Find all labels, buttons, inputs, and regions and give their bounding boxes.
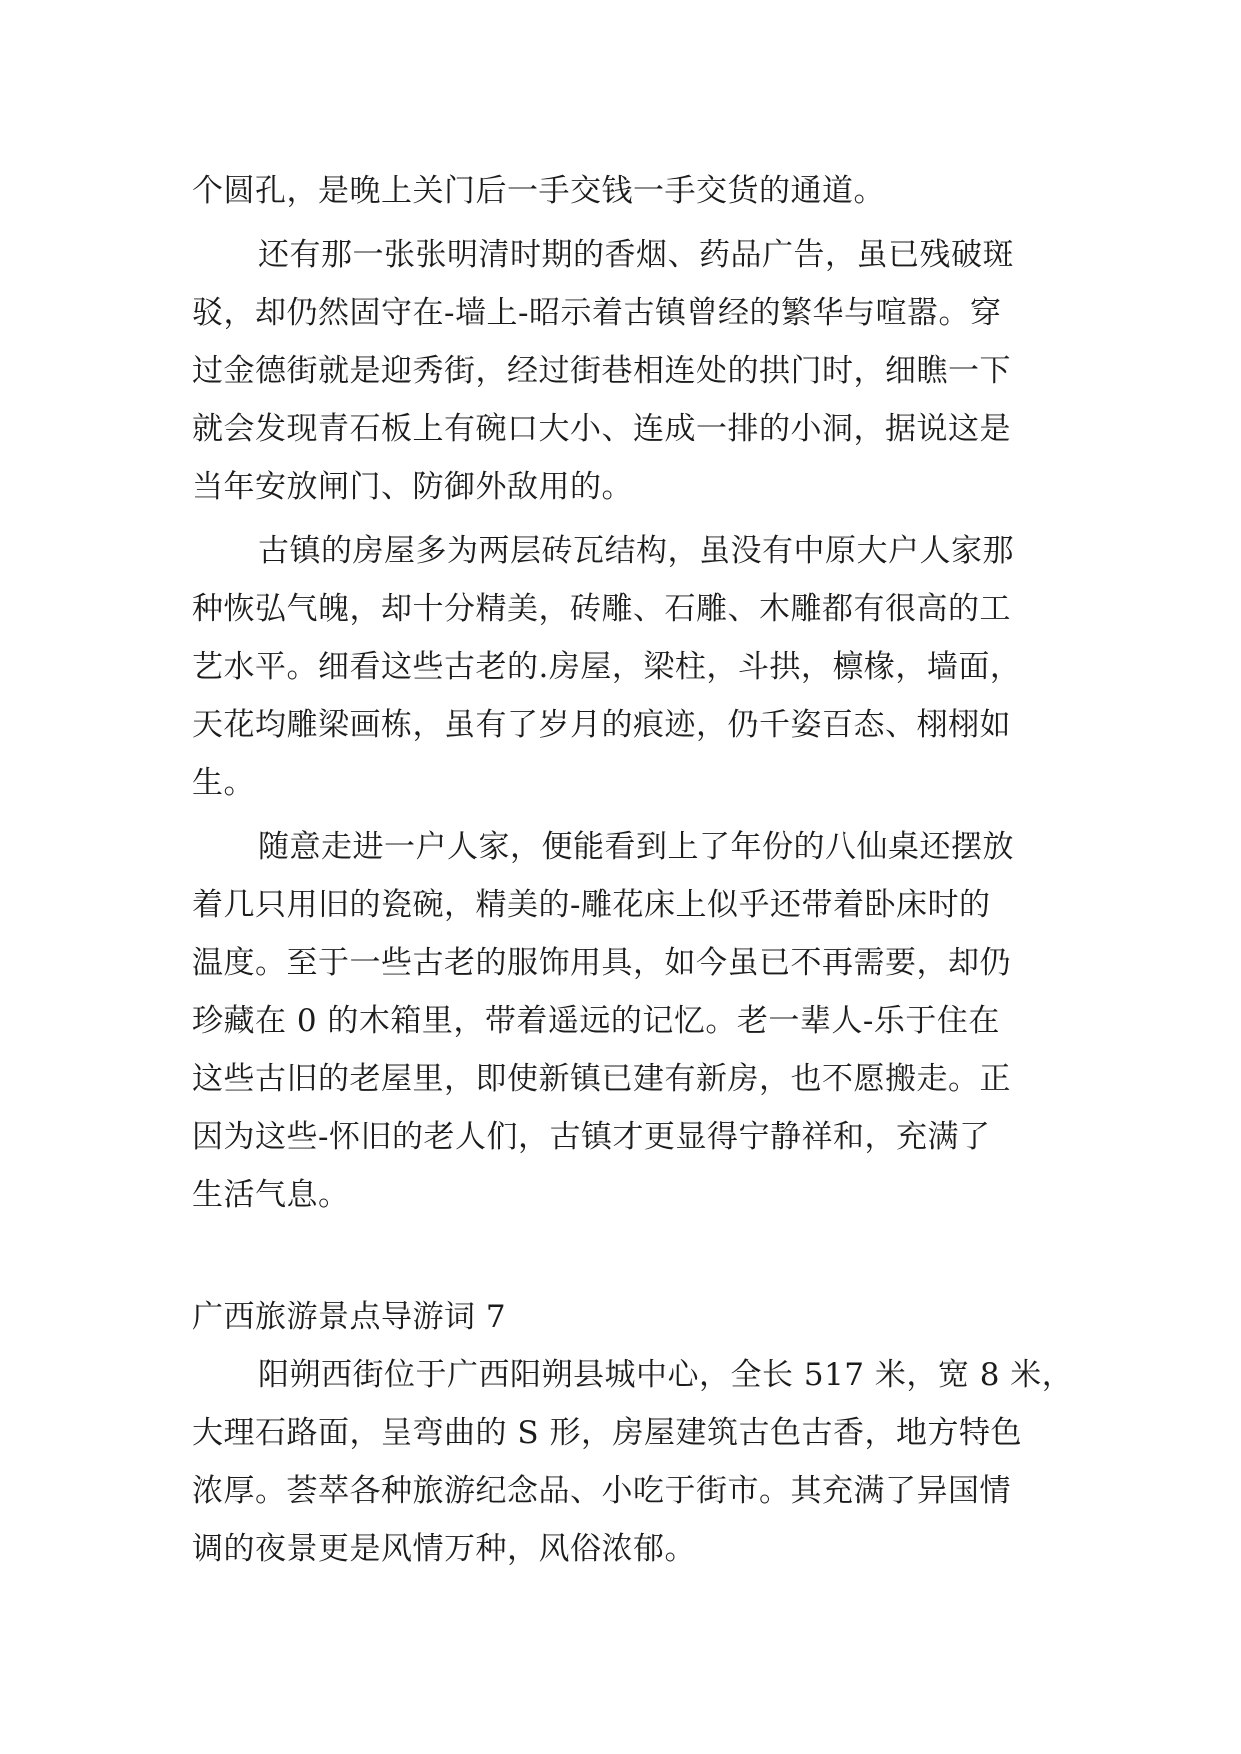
- paragraph-line: 生活气息。: [192, 1177, 350, 1213]
- paragraph-line: 就会发现青石板上有碗口大小、连成一排的小洞，据说这是: [192, 411, 1011, 447]
- paragraph: [192, 162, 1072, 220]
- paragraph-line: 随意走进一户人家，便能看到上了年份的八仙桌还摆放: [258, 829, 1014, 865]
- paragraph-line: 过金德街就是迎秀街，经过街巷相连处的拱门时，细瞧一下: [192, 353, 1011, 389]
- paragraph-spacer: [192, 1578, 1072, 1584]
- paragraph-line: 驳，却仍然固守在-墙上-昭示着古镇曾经的繁华与喧嚣。穿: [192, 295, 1002, 331]
- paragraph-line: 调的夜景更是风情万种，风俗浓郁。: [192, 1531, 696, 1567]
- paragraph-line: 这些古旧的老屋里，即使新镇已建有新房，也不愿搬走。正: [192, 1061, 1011, 1097]
- paragraph-line: 艺水平。细看这些古老的.房屋，梁柱，斗拱，檩椽，墙面，: [192, 649, 1022, 685]
- paragraph: [192, 226, 1072, 516]
- paragraph-line: 古镇的房屋多为两层砖瓦结构，虽没有中原大户人家那: [258, 533, 1014, 569]
- document-body: [192, 162, 1072, 1584]
- paragraph-line: 当年安放闸门、防御外敌用的。: [192, 469, 633, 505]
- paragraph: [192, 818, 1072, 1224]
- paragraph-line: 种恢弘气魄，却十分精美，砖雕、石雕、木雕都有很高的工: [192, 591, 1011, 627]
- paragraph-line: 大理石路面，呈弯曲的 S 形，房屋建筑古色古香，地方特色: [192, 1415, 1022, 1451]
- paragraph-line: 生。: [192, 765, 255, 801]
- paragraph-line: 珍藏在 0 的木箱里，带着遥远的记忆。老一辈人-乐于住在: [192, 1003, 1000, 1039]
- section-spacer: [192, 1230, 1072, 1288]
- paragraph-line: 着几只用旧的瓷碗，精美的-雕花床上似乎还带着卧床时的: [192, 887, 991, 923]
- section-heading: 广西旅游景点导游词 7: [192, 1299, 507, 1335]
- paragraph-line: 温度。至于一些古老的服饰用具，如今虽已不再需要，却仍: [192, 945, 1011, 981]
- paragraph-line: 阳朔西街位于广西阳朔县城中心，全长 517 米，宽 8 米，: [258, 1357, 1074, 1393]
- paragraph-line: 个圆孔，是晚上关门后一手交钱一手交货的通道。: [192, 173, 885, 209]
- paragraph-line: 浓厚。荟萃各种旅游纪念品、小吃于街市。其充满了异国情: [192, 1473, 1011, 1509]
- paragraph: [192, 1346, 1072, 1578]
- paragraph: [192, 522, 1072, 812]
- paragraph-line: 还有那一张张明清时期的香烟、药品广告，虽已残破斑: [258, 237, 1014, 273]
- paragraph-line: 天花均雕梁画栋，虽有了岁月的痕迹，仍千姿百态、栩栩如: [192, 707, 1011, 743]
- paragraph-line: 因为这些-怀旧的老人们，古镇才更显得宁静祥和，充满了: [192, 1119, 991, 1155]
